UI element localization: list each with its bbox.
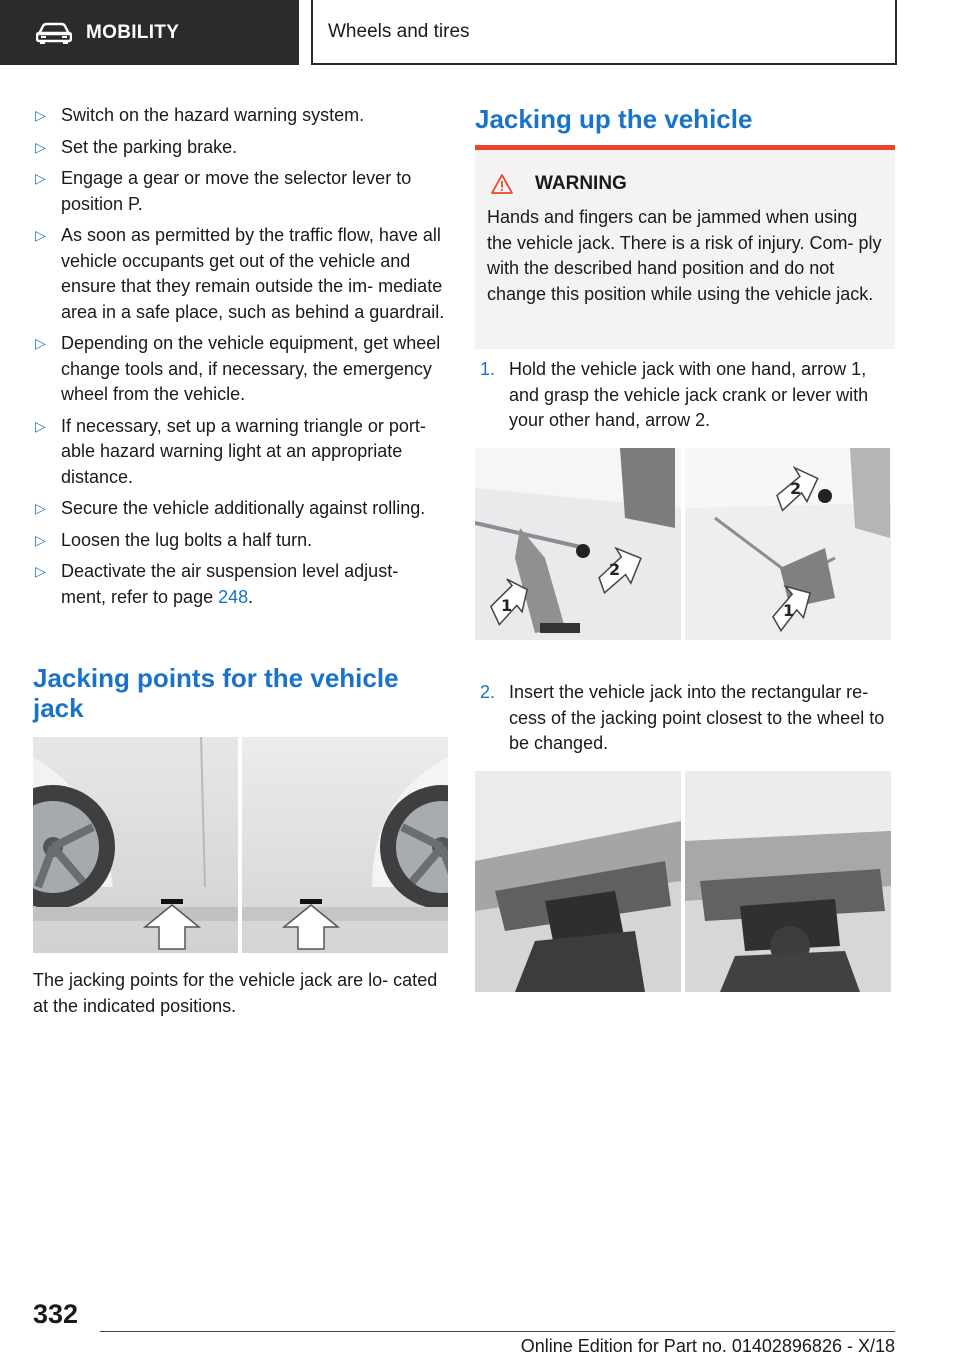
car-icon [36, 22, 72, 44]
jacking-up-heading: Jacking up the vehicle [475, 104, 753, 134]
triangle-bullet-icon: ▷ [35, 107, 46, 123]
step-number: 2. [480, 682, 496, 702]
triangle-bullet-icon: ▷ [35, 138, 46, 155]
warning-icon [491, 174, 513, 194]
chapter-tab [311, 0, 897, 65]
triangle-bullet-icon: ▷ [35, 500, 46, 516]
jack-insertion-photo-right [685, 771, 891, 992]
arrow-label-2: 2 [609, 560, 621, 579]
warning-box [475, 150, 895, 349]
list-item: ▷ Switch on the hazard warning system. [33, 103, 448, 129]
arrow-label-1: 1 [501, 596, 513, 615]
step-number: 1. [480, 359, 496, 379]
list-item: ▷ Set the parking brake. [33, 135, 448, 161]
section-title: MOBILITY [86, 21, 180, 43]
triangle-bullet-icon: ▷ [35, 170, 46, 186]
triangle-bullet-icon: ▷ [35, 335, 46, 351]
jack-handling-image [475, 448, 891, 640]
page-number: 332 [33, 1299, 79, 1329]
jack-insertion-photo-left [475, 771, 681, 992]
jacking-points-heading: Jacking points for the vehicle jack [33, 663, 399, 723]
jack-hand-position-photo-left [475, 448, 681, 640]
jacking-points-image [33, 737, 448, 953]
jack-insertion-image [475, 771, 891, 992]
triangle-bullet-icon: ▷ [35, 417, 46, 434]
page-reference-link[interactable]: 248 [218, 586, 249, 607]
step-list-1 [475, 357, 895, 434]
footer-edition: Online Edition for Part no. 01402896826 - X/18 [520, 1336, 895, 1356]
triangle-bullet-icon: ▷ [35, 227, 46, 243]
list-item: ▷ As soon as permitted by the traffic flow, have all vehicle occupants get out of the vehicle and ensure that they remain outside the im‐ mediate area in a safe place, such as behind a guardrail. [35, 225, 445, 322]
jack-hand-position-photo-right [685, 448, 891, 640]
list-item: ▷ Loosen the lug bolts a half turn. [33, 528, 448, 554]
triangle-bullet-icon: ▷ [35, 563, 46, 579]
jacking-point-rear-photo [242, 737, 448, 953]
chapter-title: Wheels and tires [328, 20, 470, 42]
list-item: ▷ Depending on the vehicle equipment, get wheel change tools and, if necessary, the emergency wheel from the vehicle. [35, 333, 441, 404]
warning-title: WARNING [535, 173, 627, 194]
list-item: 1. Hold the vehicle jack with one hand, arrow 1, and grasp the vehicle jack crank or lever with your other hand, arrow 2. [480, 359, 869, 430]
step-list-2 [475, 680, 895, 757]
list-item: ▷ Secure the vehicle additionally against rolling. [33, 496, 448, 522]
triangle-bullet-icon: ▷ [35, 531, 46, 548]
arrow-label-2: 2 [790, 479, 802, 498]
arrow-label-1: 1 [783, 601, 795, 620]
preparation-list [33, 103, 448, 616]
section-tab [0, 0, 299, 65]
list-item: ▷ Engage a gear or move the selector lever to position P. [35, 168, 412, 214]
footer-rule [100, 1331, 895, 1332]
warning-text: Hands and fingers can be jammed when using the vehicle jack. There is a risk of injury. Com‐ ply with the described hand position and do not change this position while using the vehicle jack. [487, 207, 882, 304]
list-item: ▷ Deactivate the air suspension level adjust‐ ment, refer to page 248. [35, 561, 399, 607]
jacking-points-caption: The jacking points for the vehicle jack are lo‐ cated at the indicated positions. [33, 970, 438, 1016]
jacking-point-front-photo [33, 737, 238, 953]
list-item: 2. Insert the vehicle jack into the rectangular re‐ cess of the jacking point closest to the wheel to be changed. [480, 682, 885, 753]
list-item: ▷ If necessary, set up a warning triangle or port‐ able hazard warning light at an appropriate distance. [35, 415, 426, 487]
